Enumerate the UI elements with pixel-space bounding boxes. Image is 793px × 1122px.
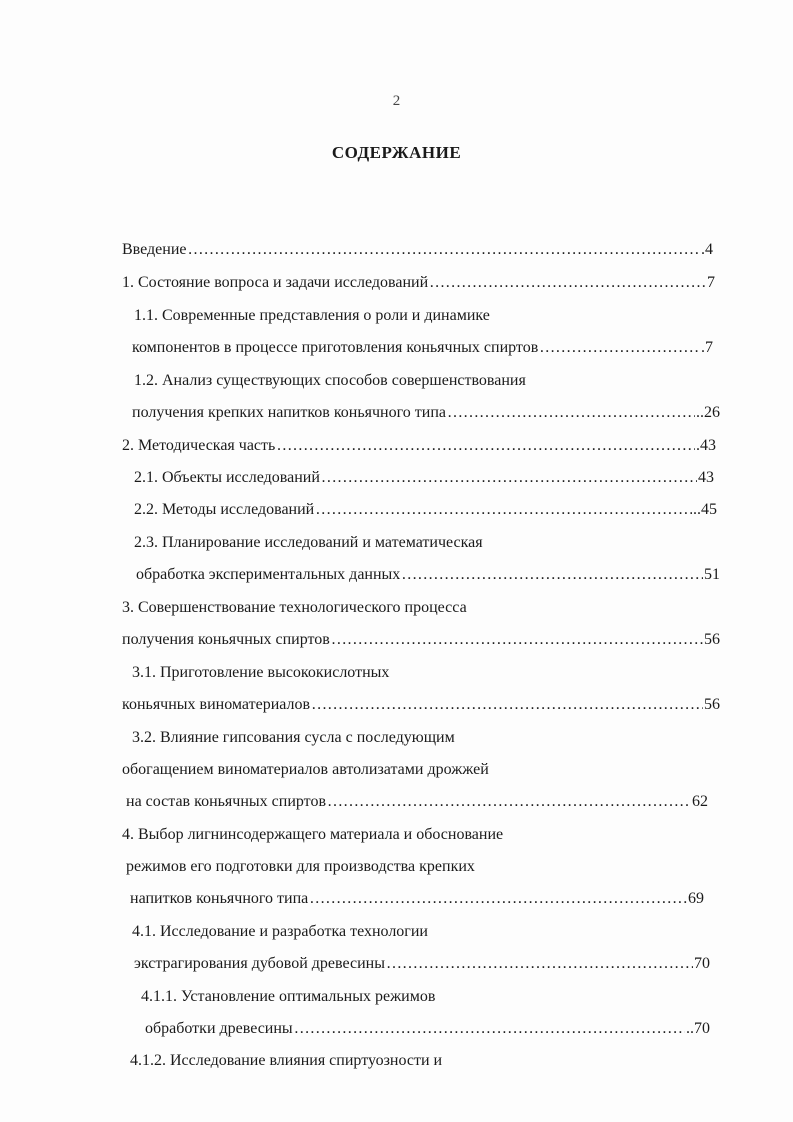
toc-entry-page: .43 <box>696 437 716 454</box>
toc-entry-page: 62 <box>692 793 708 810</box>
toc-entry-page: ..70 <box>686 1020 710 1037</box>
page-title: СОДЕРЖАНИЕ <box>331 143 462 162</box>
toc-entry-section-3-1 <box>132 663 692 683</box>
toc-entry-text: 2.2. Методы исследований <box>134 501 315 518</box>
leader-dots <box>539 338 700 358</box>
toc-entry-text: получения крепких напитков коньячного типа <box>132 404 446 421</box>
toc-entry-text: на состав коньячных спиртов <box>126 793 326 810</box>
toc-entry-page: 51 <box>704 566 720 583</box>
toc-entry-section-4-1-1 <box>141 987 701 1007</box>
leader-dots <box>309 889 687 909</box>
leader-dots <box>386 954 693 974</box>
toc-entry-page: .7 <box>701 339 713 356</box>
toc-entry-section-3-2-cont2 <box>126 792 708 812</box>
toc-entry-text: 4.1.1. Установление оптимальных режимов <box>141 988 436 1005</box>
toc-entry-section-1-2 <box>134 371 694 391</box>
toc-entry-text: 2.3. Планирование исследований и математическая <box>134 534 483 551</box>
toc-entry-section-4-1-cont <box>134 954 710 974</box>
page-number: 2 <box>392 93 401 109</box>
leader-dots <box>188 240 701 260</box>
toc-entry-section-2-2 <box>134 500 717 520</box>
toc-entry-page: 70 <box>694 955 710 972</box>
toc-entry-section-1-2-cont <box>132 403 720 423</box>
leader-dots <box>294 1019 685 1039</box>
toc-entry-text: 1. Состояние вопроса и задачи исследований <box>122 274 429 291</box>
toc-entry-section-2-1 <box>134 468 714 488</box>
toc-entry-page: 69 <box>688 890 704 907</box>
toc-entry-section-2-3 <box>134 533 694 553</box>
leader-dots <box>276 436 695 456</box>
toc-entry-text: 2.1. Объекты исследований <box>134 469 320 486</box>
toc-entry-chapter-4 <box>122 825 682 845</box>
toc-entry-text: компонентов в процессе приготовления коньячных спиртов <box>132 339 539 356</box>
toc-entry-text: Введение <box>122 241 187 258</box>
toc-entry-chapter-3-cont <box>122 630 720 650</box>
toc-entry-section-3-1-cont <box>122 695 720 715</box>
toc-entry-chapter-4-cont <box>126 857 686 877</box>
toc-entry-text: обработка экспериментальных данных <box>136 566 401 583</box>
toc-entry-section-4-1-1-cont <box>145 1019 710 1039</box>
toc-entry-section-1-1 <box>134 306 694 326</box>
toc-entry-page: 56 <box>704 696 720 713</box>
toc-entry-section-1-1-cont <box>132 338 713 358</box>
toc-entry-text: коньячных виноматериалов <box>122 696 311 713</box>
toc-entry-page: .4 <box>701 241 713 258</box>
toc-entry-text: обогащением виноматериалов автолизатами дрожжей <box>122 761 489 778</box>
toc-entry-text: получения коньячных спиртов <box>122 631 330 648</box>
toc-entry-text: 4.1.2. Исследование влияния спиртуозности и <box>130 1052 443 1069</box>
toc-entry-text: экстрагирования дубовой древесины <box>134 955 385 972</box>
leader-dots <box>447 403 695 423</box>
leader-dots <box>331 630 703 650</box>
toc-entry-chapter-4-cont2 <box>130 889 704 909</box>
toc-entry-text: обработки древесины <box>145 1020 293 1037</box>
toc-entry-text: 1.1. Современные представления о роли и динамике <box>134 307 490 324</box>
leader-dots <box>315 500 692 520</box>
toc-entry-section-3-2 <box>132 728 692 748</box>
toc-entry-text: режимов его подготовки для производства крепких <box>126 858 475 875</box>
toc-entry-text: напитков коньячного типа <box>130 890 309 907</box>
toc-entry-page: 7 <box>707 274 715 291</box>
toc-entry-section-4-1 <box>132 922 692 942</box>
toc-entry-page: 43 <box>698 469 714 486</box>
toc-entry-page: 56 <box>704 631 720 648</box>
toc-entry-text: 4.1. Исследование и разработка технологии <box>132 923 428 940</box>
toc-entry-section-2-3-cont <box>136 565 720 585</box>
leader-dots <box>327 792 691 812</box>
toc-entry-text: 1.2. Анализ существующих способов совершенствования <box>134 372 526 389</box>
leader-dots <box>401 565 703 585</box>
toc-entry-section-3-2-cont <box>122 760 682 780</box>
toc-entry-chapter-2 <box>122 436 716 456</box>
leader-dots <box>321 468 697 488</box>
toc-entry-text: 3. Совершенствование технологического процесса <box>122 599 467 616</box>
toc-entry-text: 4. Выбор лигнинсодержащего материала и обоснование <box>122 826 504 843</box>
toc-entry-section-4-1-2 <box>130 1051 690 1071</box>
toc-entry-introduction <box>122 240 713 260</box>
toc-entry-text: 3.2. Влияние гипсования сусла с последующим <box>132 729 455 746</box>
toc-entry-chapter-3 <box>122 598 682 618</box>
toc-entry-text: 2. Методическая часть <box>122 437 276 454</box>
leader-dots <box>311 695 703 715</box>
leader-dots <box>429 273 706 293</box>
toc-entry-page: ..45 <box>693 501 717 518</box>
toc-entry-text: 3.1. Приготовление высококислотных <box>132 664 390 681</box>
toc-entry-chapter-1 <box>122 273 715 293</box>
toc-entry-page: ..26 <box>696 404 720 421</box>
